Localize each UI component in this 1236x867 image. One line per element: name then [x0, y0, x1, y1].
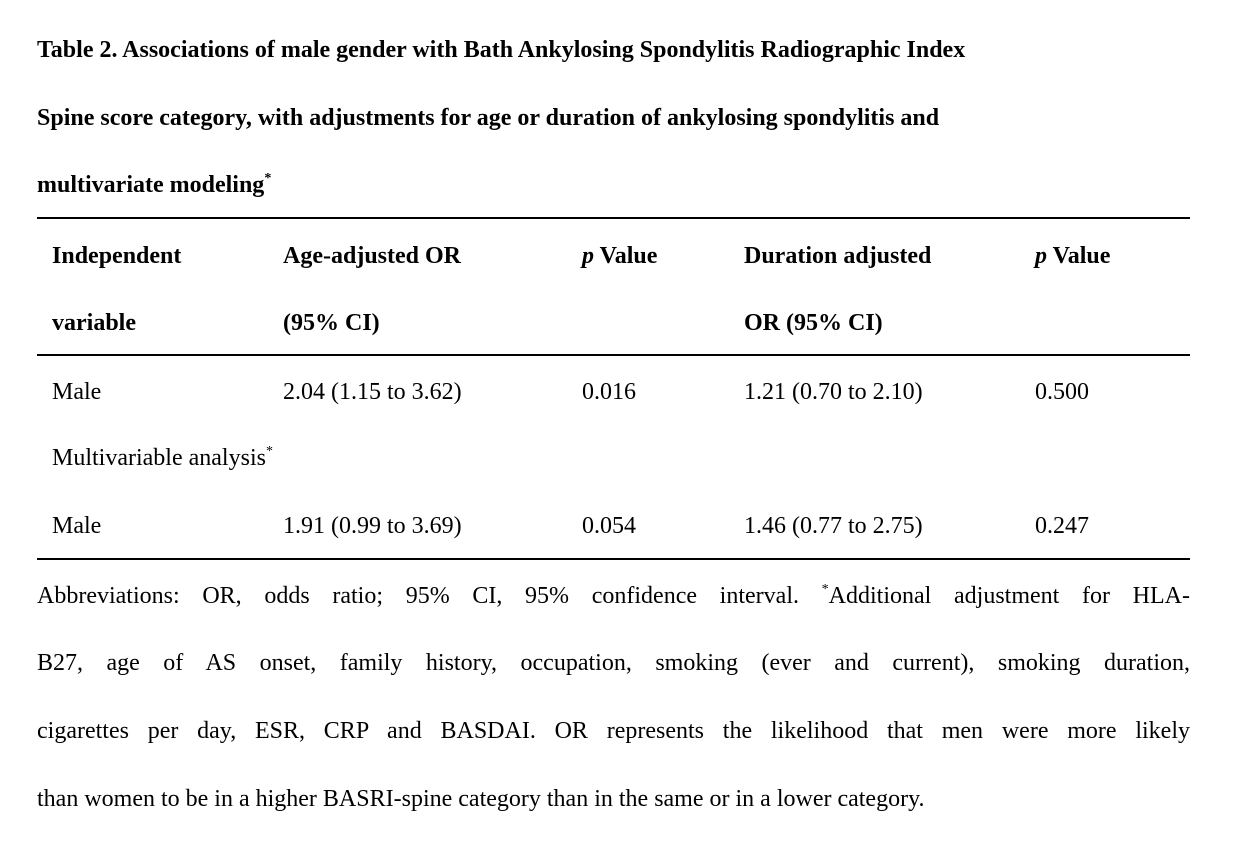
header-text: Value	[1047, 243, 1111, 269]
section-label	[52, 446, 273, 470]
title-text: multivariate modeling	[37, 172, 265, 198]
footnote-text: Additional adjustment for HLA-	[828, 583, 1190, 609]
cell-p-value: 0.500	[1035, 379, 1089, 405]
header-independent-variable: variable	[52, 310, 136, 336]
footnote-mark: *	[821, 582, 829, 597]
title-line	[37, 173, 1197, 197]
p-italic: p	[582, 243, 594, 269]
cell-age-or: 2.04 (1.15 to 3.62)	[283, 379, 462, 405]
cell-duration-or: 1.21 (0.70 to 2.10)	[744, 379, 923, 405]
p-italic: p	[1035, 243, 1047, 269]
cell-duration-or: 1.46 (0.77 to 2.75)	[744, 513, 923, 539]
cell-variable: Male	[52, 513, 102, 539]
header-rule	[37, 354, 1190, 356]
header-age-adjusted-or: (95% CI)	[283, 310, 380, 336]
cell-p-value: 0.054	[582, 513, 636, 539]
bottom-rule	[37, 558, 1190, 560]
footnote-text: Abbreviations: OR, odds ratio; 95% CI, 95% confidence interval.	[37, 583, 822, 609]
footnote-line: than women to be in a higher BASRI-spine category than in the same or in a lower category.	[37, 786, 925, 812]
header-duration-adjusted-or: Duration adjusted	[744, 243, 932, 269]
header-independent-variable: Independent	[52, 243, 182, 269]
footnote-mark: *	[264, 171, 272, 186]
footnote-mark: *	[265, 444, 273, 459]
cell-variable: Male	[52, 379, 102, 405]
header-text: Value	[594, 243, 658, 269]
section-text: Multivariable analysis	[52, 445, 266, 471]
title-line: Table 2. Associations of male gender with Bath Ankylosing Spondylitis Radiographic Index	[37, 37, 966, 63]
header-p-value	[1035, 244, 1110, 268]
title-line: Spine score category, with adjustments for age or duration of ankylosing spondylitis and	[37, 105, 940, 131]
top-rule	[37, 217, 1190, 219]
header-duration-adjusted-or: OR (95% CI)	[744, 310, 883, 336]
footnote-line	[37, 584, 1190, 608]
cell-p-value: 0.247	[1035, 513, 1089, 539]
header-p-value	[582, 244, 657, 268]
cell-p-value: 0.016	[582, 379, 636, 405]
footnote-line: cigarettes per day, ESR, CRP and BASDAI. OR represents the likelihood that men were more likely	[37, 718, 1190, 744]
header-age-adjusted-or: Age-adjusted OR	[283, 243, 461, 269]
cell-age-or: 1.91 (0.99 to 3.69)	[283, 513, 462, 539]
footnote-line: B27, age of AS onset, family history, occupation, smoking (ever and current), smoking duration,	[37, 650, 1190, 676]
